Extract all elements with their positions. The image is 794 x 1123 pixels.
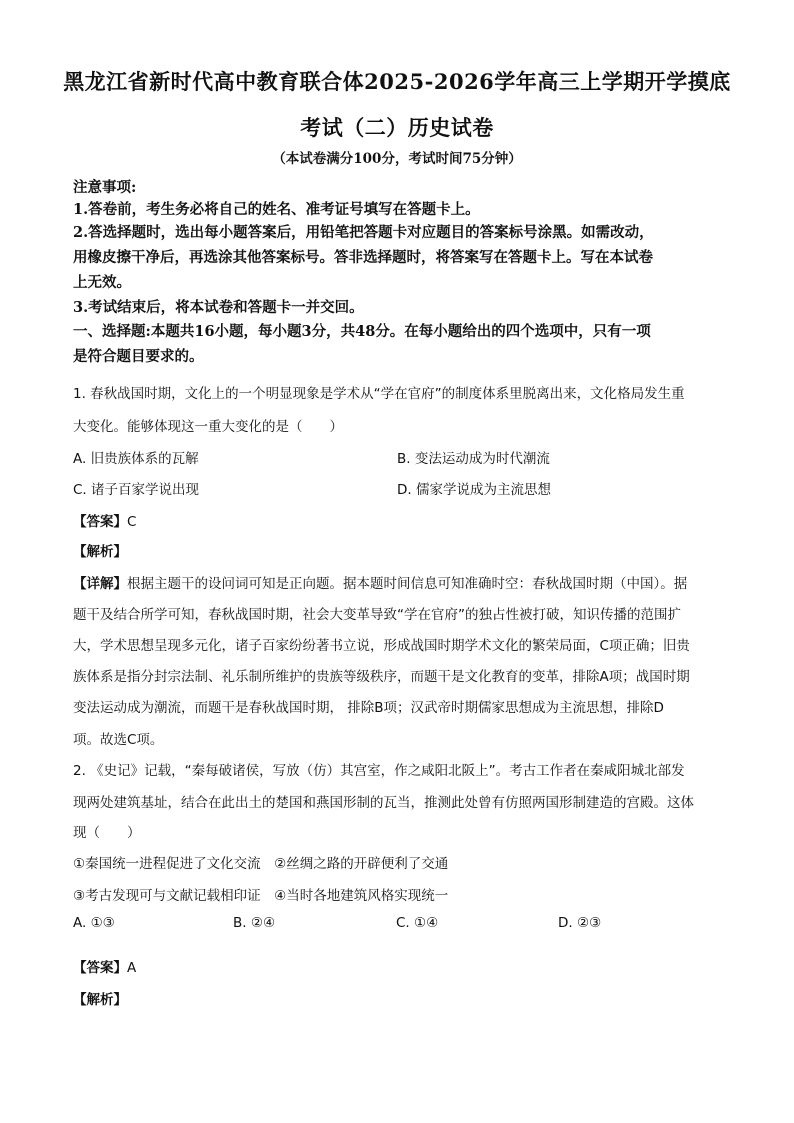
q1-option-a: A. 旧贵族体系的瓦解 xyxy=(73,451,199,467)
q2-answer: A xyxy=(127,960,137,976)
q2-stem-line3: 现（ ） xyxy=(73,825,141,841)
q2-stem-line1: 2. 《史记》记载，“秦每破诸侯，写放（仿）其宫室，作之咸阳北阪上”。考古工作者在秦咸阳城北部发 xyxy=(73,763,685,779)
notice-item-2-line2: 用橡皮擦干净后，再选涂其他答案标号。答非选择题时，将答案写在答题卡上。写在本试卷 xyxy=(73,249,653,266)
q2-stem-line2: 现两处建筑基址，结合在此出土的楚国和燕国形制的瓦当，推测此处曾有仿照两国形制建造的宫殿。这体 xyxy=(73,795,694,811)
q2-answer-row xyxy=(73,956,136,976)
q2-option-d: D. ②③ xyxy=(558,915,602,931)
q1-detail-tag: 【详解】 xyxy=(73,576,127,592)
q1-answer-row xyxy=(73,510,136,530)
q2-option-a: A. ①③ xyxy=(73,915,115,931)
q1-detail-text-1: 根据主题干的设问词可知是正向题。据本题时间信息可知准确时空：春秋战国时期（中国）。据 xyxy=(127,576,688,592)
q2-option-c: C. ①④ xyxy=(396,915,439,931)
q2-statement-line2: ③考古发现可与文献记载相印证 ④当时各地建筑风格实现统一 xyxy=(73,888,449,904)
q1-detail-line6: 项。故选C项。 xyxy=(73,732,164,748)
q2-statement-line1: ①秦国统一进程促进了文化交流 ②丝绸之路的开辟便利了交通 xyxy=(73,856,449,872)
section1-heading-line1: 一、选择题:本题共16小题，每小题3分，共48分。在每小题给出的四个选项中，只有一项 xyxy=(73,323,651,340)
notice-item-2-line3: 上无效。 xyxy=(73,274,131,291)
exam-title-line1: 黑龙江省新时代高中教育联合体2025-2026学年高三上学期开学摸底 xyxy=(63,69,731,94)
q1-stem-line2: 大变化。能够体现这一重大变化的是（ ） xyxy=(73,419,343,435)
q1-detail-line3: 大，学术思想呈现多元化，诸子百家纷纷著书立说，形成战国时期学术文化的繁荣局面，C项正确；旧贵 xyxy=(73,638,690,654)
q1-detail-line1 xyxy=(73,572,687,592)
q1-answer-tag: 【答案】 xyxy=(73,514,127,530)
q2-option-b: B. ②④ xyxy=(233,915,276,931)
notice-item-2-line1: 2.答选择题时，选出每小题答案后，用铅笔把答题卡对应题目的答案标号涂黑。如需改动， xyxy=(73,224,654,241)
exam-subtitle: （本试卷满分100分，考试时间75分钟） xyxy=(272,151,522,167)
notice-heading: 注意事项: xyxy=(73,179,137,196)
q1-option-c: C. 诸子百家学说出现 xyxy=(73,482,200,498)
section1-heading-line2: 是符合题目要求的。 xyxy=(73,348,204,365)
q2-analysis-tag: 【解析】 xyxy=(73,992,127,1008)
q1-detail-line5: 变法运动成为潮流，而题干是春秋战国时期， 排除B项；汉武帝时期儒家思想成为主流思想，排除D xyxy=(73,700,664,716)
q1-stem-line1: 1. 春秋战国时期，文化上的一个明显现象是学术从“学在官府”的制度体系里脱离出来，文化格局发生重 xyxy=(73,386,685,402)
q1-detail-line2: 题干及结合所学可知，春秋战国时期，社会大变革导致“学在官府”的独占性被打破，知识传播的范围扩 xyxy=(73,607,681,623)
exam-title-line2: 考试（二）历史试卷 xyxy=(300,115,494,140)
notice-item-1: 1.答卷前，考生务必将自己的姓名、准考证号填写在答题卡上。 xyxy=(73,201,480,218)
q1-answer: C xyxy=(127,514,137,530)
q1-detail-line4: 族体系是指分封宗法制、礼乐制所维护的贵族等级秩序，而题干是文化教育的变革，排除A项；战国时期 xyxy=(73,669,690,685)
q1-option-b: B. 变法运动成为时代潮流 xyxy=(397,451,550,467)
notice-item-3: 3.考试结束后，将本试卷和答题卡一并交回。 xyxy=(73,299,364,316)
q2-answer-tag: 【答案】 xyxy=(73,960,127,976)
q1-option-d: D. 儒家学说成为主流思想 xyxy=(397,482,551,498)
q1-analysis-tag: 【解析】 xyxy=(73,544,127,560)
